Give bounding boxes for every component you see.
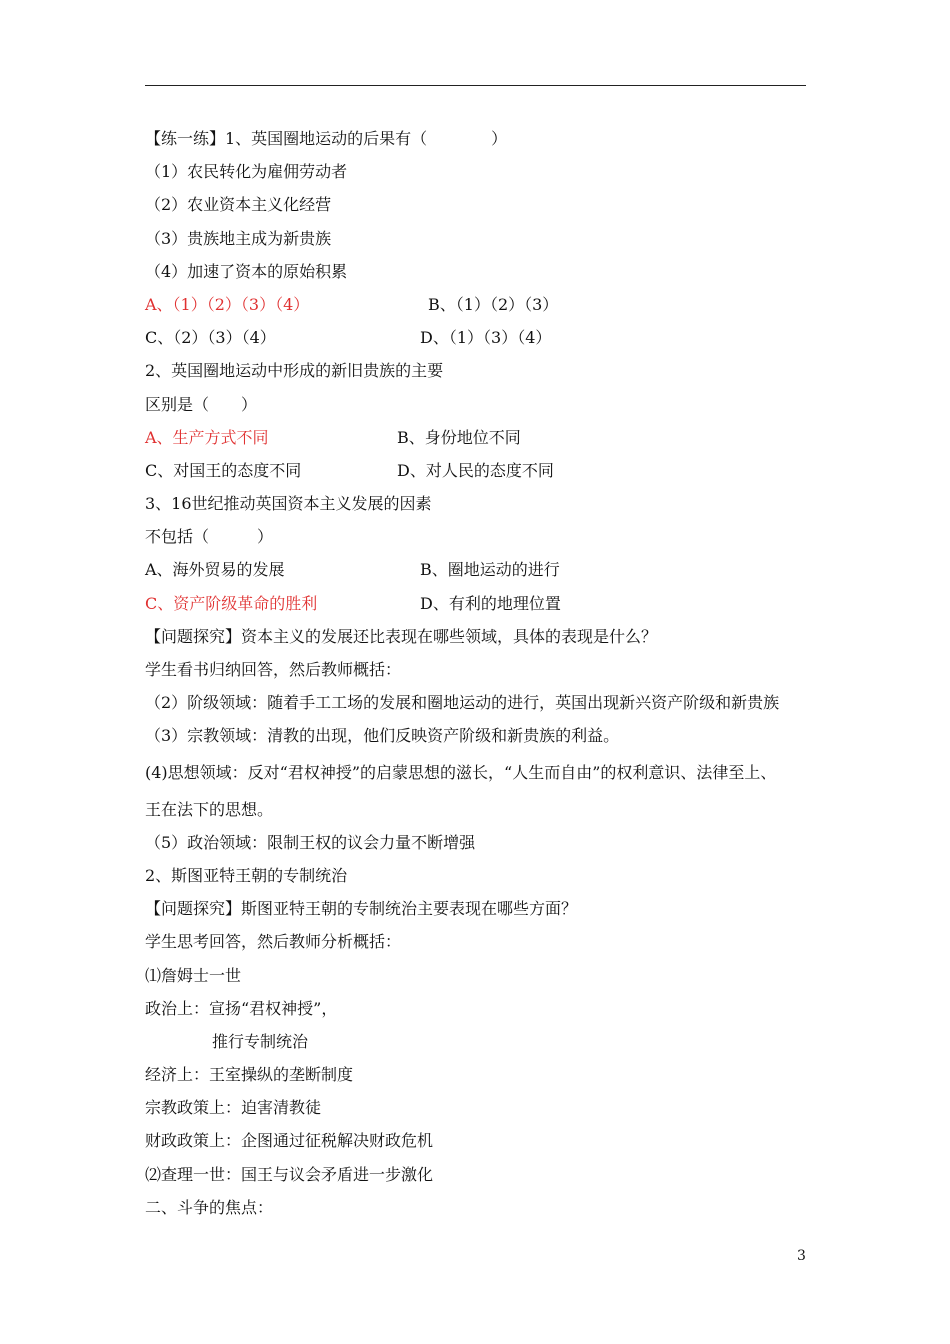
q2-option-c: C、对国王的态度不同: [145, 460, 302, 480]
page-number: 3: [797, 1248, 806, 1264]
section-heading-stuart: 2、斯图亚特王朝的专制统治: [145, 865, 348, 885]
q1-item-2: （2）农业资本主义化经营: [145, 195, 332, 215]
q3-options-ab: [145, 553, 815, 586]
q1-item-3: （3）贵族地主成为新贵族: [145, 228, 332, 248]
q1-options-ab: [145, 288, 815, 321]
inquiry-1-point-5: （5）政治领域：限制王权的议会力量不断增强: [145, 832, 476, 852]
q2-options-ab: [145, 421, 815, 454]
exercise-q3: 3、16世纪推动英国资本主义发展的因素: [145, 494, 432, 514]
q1-options-cd: [145, 321, 815, 354]
james-i-heading: ⑴詹姆士一世: [145, 965, 242, 985]
header-rule: [145, 85, 806, 86]
document-body: [145, 122, 815, 1224]
q3-option-a: A、海外贸易的发展: [145, 560, 285, 580]
q2-option-d: D、对人民的态度不同: [397, 460, 554, 480]
section-heading-focus: 二、斗争的焦点：: [145, 1197, 274, 1217]
charles-i: ⑵查理一世：国王与议会矛盾进一步激化: [145, 1164, 434, 1184]
exercise-q1: 【练一练】1、英国圈地运动的后果有（ ）: [145, 129, 508, 148]
q2-option-b: B、身份地位不同: [397, 427, 521, 447]
exercise-q3-cont: 不包括（ ）: [145, 527, 274, 547]
q2-option-a: A、生产方式不同: [145, 427, 269, 447]
q3-option-b: B、圈地运动的进行: [420, 560, 560, 580]
inquiry-2: 【问题探究】斯图亚特王朝的专制统治主要表现在哪些方面？: [145, 899, 578, 919]
q3-option-d: D、有利的地理位置: [420, 593, 561, 613]
q1-option-c: C、（2）（3）（4）: [145, 328, 276, 348]
james-i-politics-cont: 推行专制统治: [212, 1031, 309, 1051]
q3-option-c: C、资产阶级革命的胜利: [145, 593, 318, 613]
exercise-q2-cont: 区别是（ ）: [145, 394, 258, 414]
inquiry-1: 【问题探究】资本主义的发展还比表现在哪些领域，具体的表现是什么？: [145, 626, 658, 646]
q1-item-4: （4）加速了资本的原始积累: [145, 261, 348, 281]
james-i-religion: 宗教政策上：迫害清教徒: [145, 1098, 322, 1118]
inquiry-1-intro: 学生看书归纳回答，然后教师概括：: [145, 660, 402, 679]
james-i-finance: 财政政策上：企图通过征税解决财政危机: [145, 1131, 434, 1151]
q1-option-a: A、（1）（2）（3）（4）: [145, 294, 310, 314]
q3-options-cd: [145, 587, 815, 620]
inquiry-1-point-4-cont: 王在法下的思想。: [145, 799, 274, 819]
q1-option-b: B、（1）（2）（3）: [428, 294, 559, 314]
james-i-politics: 政治上：宣扬“君权神授”，: [145, 998, 338, 1018]
inquiry-2-intro: 学生思考回答，然后教师分析概括：: [145, 932, 402, 952]
inquiry-1-point-2: （2）阶级领域：随着手工工场的发展和圈地运动的进行，英国出现新兴资产阶级和新贵族: [145, 693, 780, 713]
inquiry-1-point-3: （3）宗教领域：清教的出现，他们反映资产阶级和新贵族的利益。: [145, 726, 620, 746]
james-i-economy: 经济上：王室操纵的垄断制度: [145, 1065, 354, 1085]
inquiry-1-point-4: (4)思想领域：反对“君权神授”的启蒙思想的滋长，“人生而自由”的权利意识、法律至上、: [145, 762, 777, 782]
q1-item-1: （1）农民转化为雇佣劳动者: [145, 162, 348, 182]
q2-options-cd: [145, 454, 815, 487]
exercise-q2: 2、英国圈地运动中形成的新旧贵族的主要: [145, 361, 444, 381]
q1-option-d: D、（1）（3）（4）: [420, 328, 552, 348]
